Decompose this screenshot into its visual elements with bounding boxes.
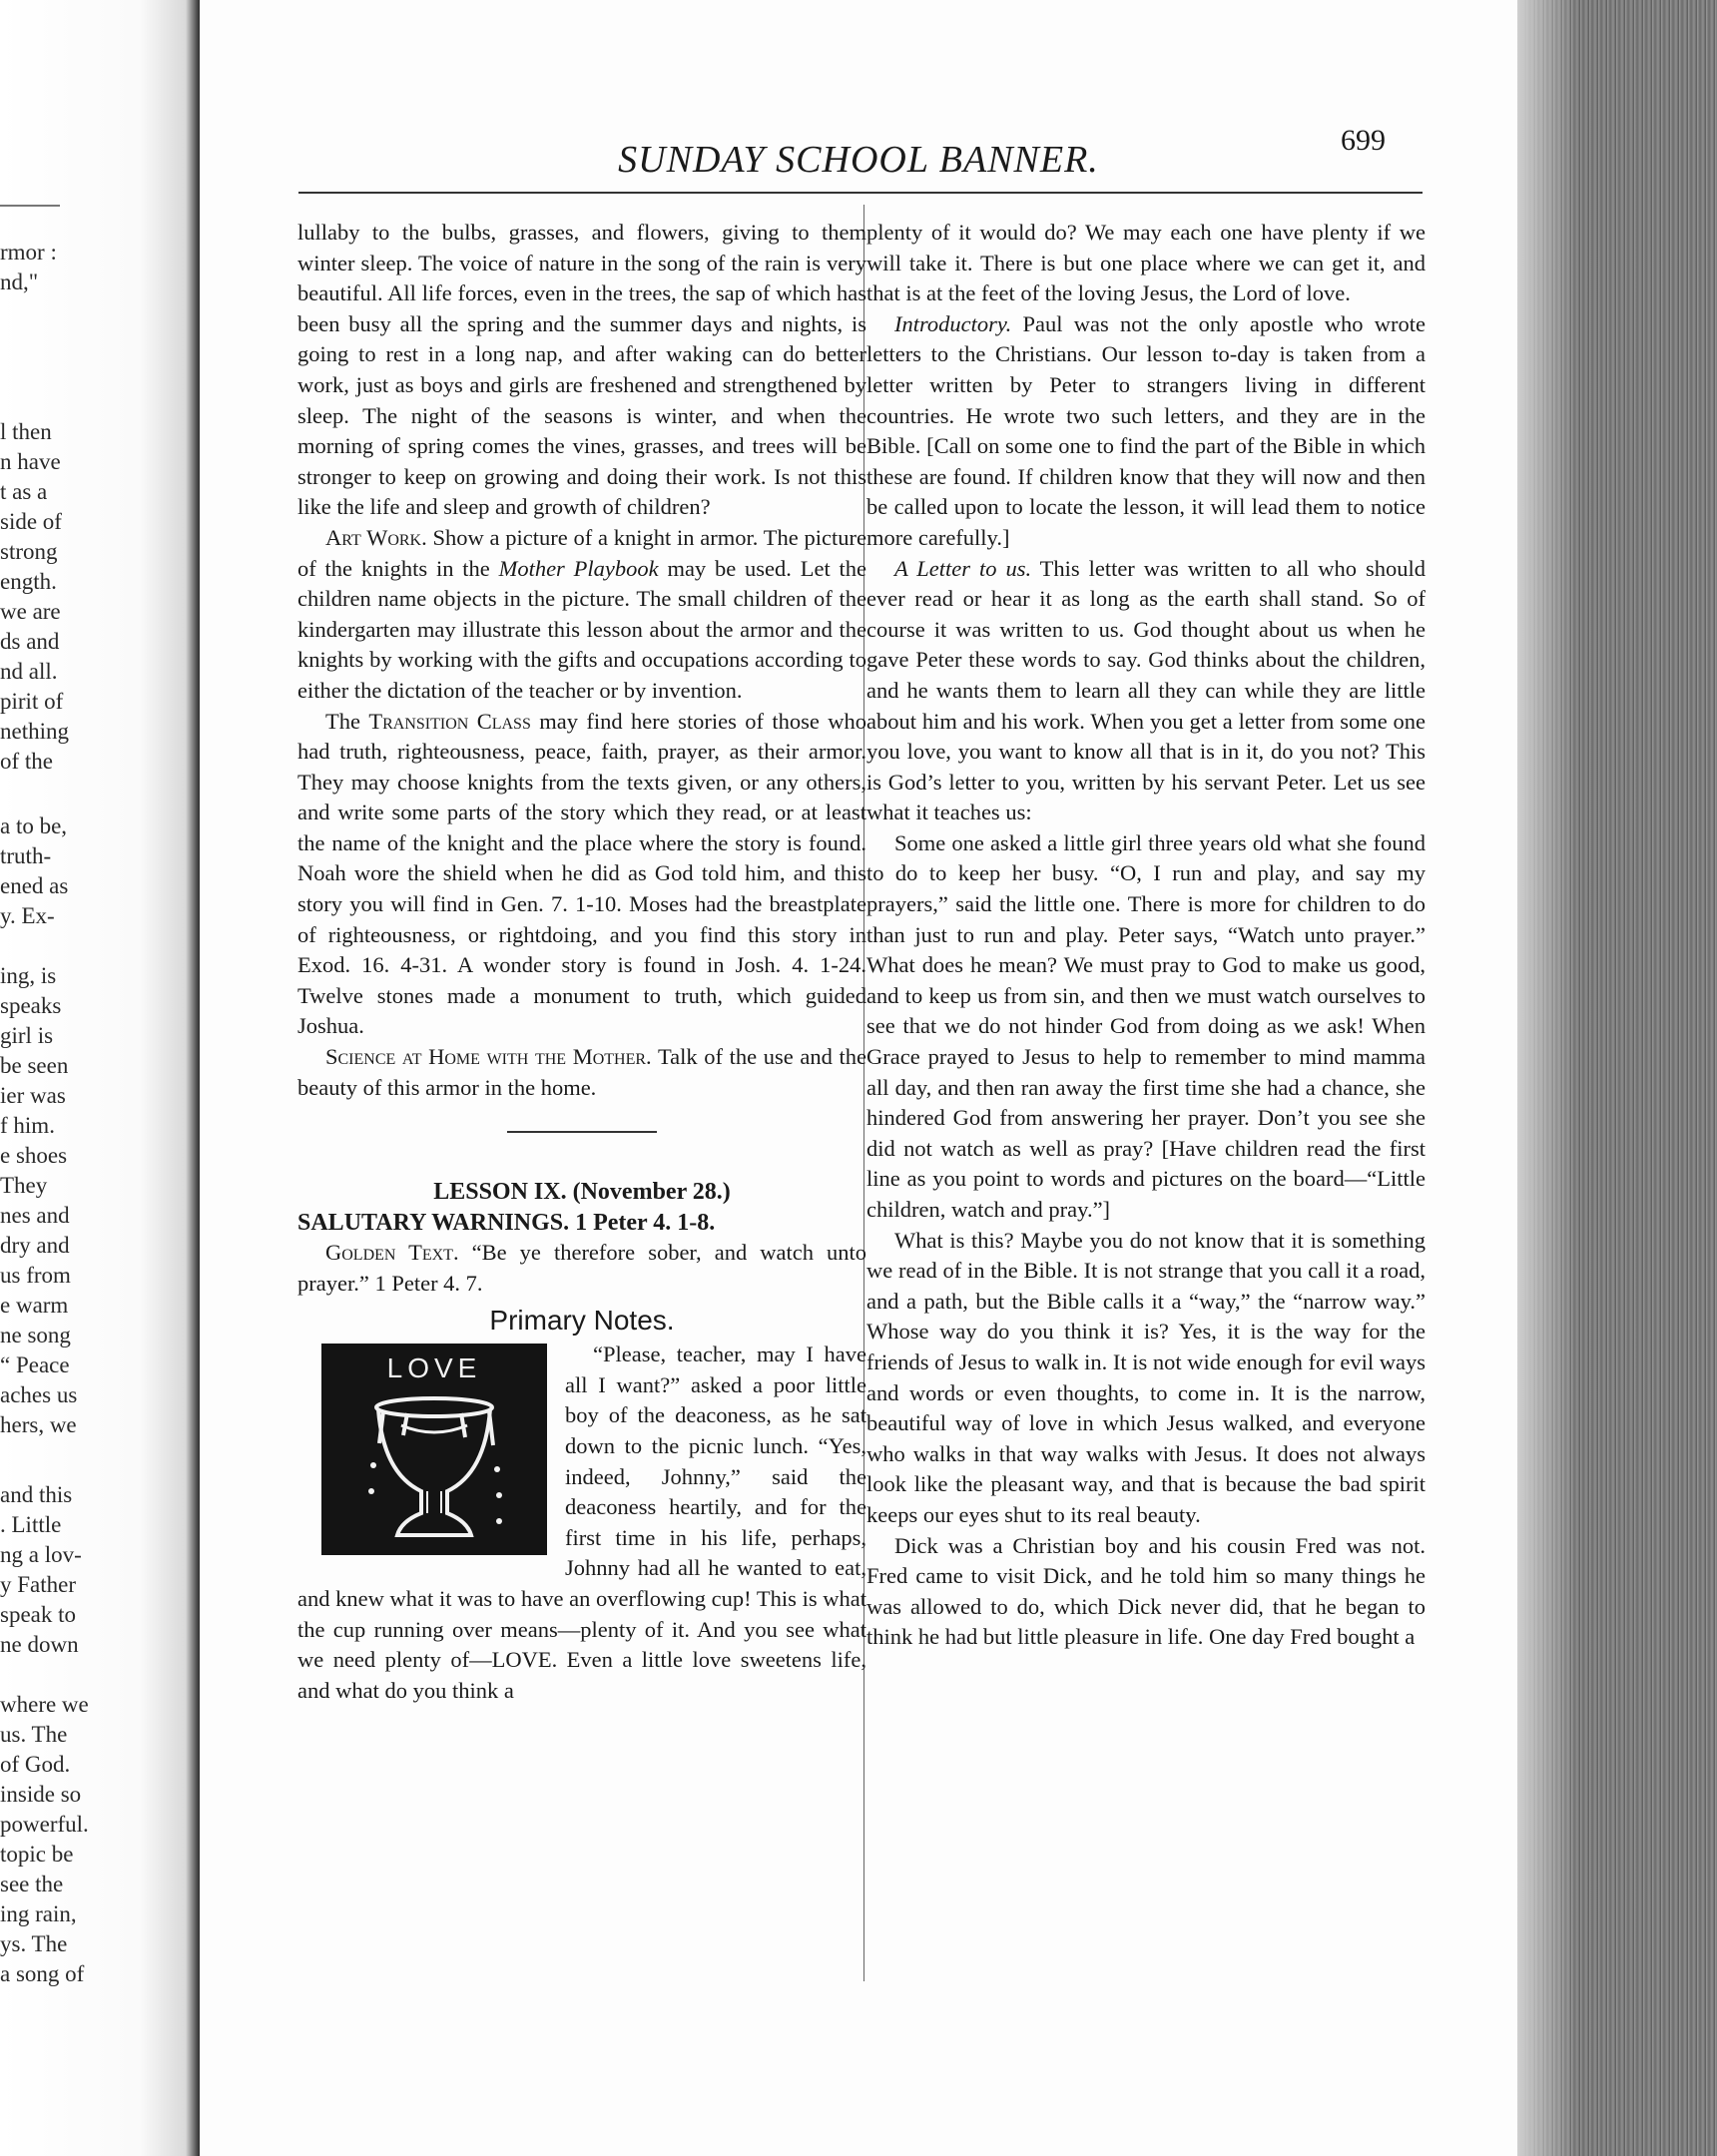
paragraph-transition-class: [297, 707, 866, 1043]
facing-page-line: ne down: [0, 1632, 79, 1657]
facing-page-line: e warm: [0, 1293, 69, 1318]
facing-page-line: dry and: [0, 1233, 70, 1258]
paragraph-lullaby: lullaby to the bulbs, grasses, and flowers, giving to them winter sleep. The voice of nature in the song of the rain is very beautiful. All life forces, even in the trees, the sap of which has been busy all the spring and the summer days and nights, is going to rest in a long nap, and after waking can do better work, just as boys and girls are freshened and strengthened by sleep. The night of the seasons is winter, and when the morning of spring comes the vines, grasses, and trees will be stronger to keep on growing and doing their work. Is not this like the life and sleep and growth of children?: [297, 220, 866, 520]
facing-page-line: pirit of: [0, 689, 64, 714]
art-work-text-a: Show a picture of a knight in armor. The picture of the knights in the: [297, 524, 866, 581]
facing-page-line: ened as: [0, 873, 69, 898]
paragraph-some-one: Some one asked a little girl three years old what she found to do to keep her busy. “O, I run and play, and say my prayers,” said the little one. There is more for children to do than just to run and play. Peter says, “Watch unto prayer.” What does he mean? We must pray to God to make us good, and to keep us from sin, and then we must watch ourselves to see that we do not hinder God from doing as we ask! When Grace prayed to Jesus to help to remember to mind mamma all day, and then ran away the first time she had a chance, she hindered God from answering her prayer. Don’t you see she did not watch as well as pray? [Have children read the first line as you point to words and pictures on the board—“Little children, watch and pray.”]: [866, 829, 1426, 1222]
lesson-title: SALUTARY WARNINGS. 1 Peter 4. 1-8.: [297, 1209, 716, 1236]
golden-text-verse: “Be ye therefore sober, and watch unto prayer.” 1 Peter 4. 7.: [297, 1240, 867, 1296]
facing-page-line: topic be: [0, 1842, 74, 1867]
facing-page-line: They: [0, 1173, 48, 1198]
paragraph-plenty: plenty of it would do? We may each one have plenty if we will take it. There is but one place where we can get it, and that is at the feet of the loving Jesus, the Lord of love.: [866, 220, 1426, 306]
facing-page-line: nd all.: [0, 659, 58, 684]
running-head: SUNDAY SCHOOL BANNER.: [618, 139, 1099, 181]
facing-page-line: ing rain,: [0, 1901, 77, 1926]
facing-page-line: a song of: [0, 1961, 85, 1986]
facing-page-line: we are: [0, 599, 61, 624]
paragraph-what-is-this: What is this? Maybe you do not know that it is something we read of in the Bible. It is not strange that you call it a road, and a path, but the Bible calls it a “way,” the “narrow way.” Whose way do you think it is? Yes, it is the way for the friends of Jesus to walk in. It is not wide enough for evil ways and words or even thoughts, to come in. It is the narrow, beautiful way of love in which Jesus walked, and everyone who walks in that way walks with Jesus. It does not always look like the pleasant way, and that is because the bad spirit keeps our eyes shut to its real beauty.: [866, 1227, 1426, 1527]
science-text: Talk of the use and the beauty of this armor in the home.: [297, 1044, 867, 1100]
facing-page-line: speak to: [0, 1602, 77, 1627]
art-work-book-title: Mother Playbook: [498, 555, 659, 581]
facing-page-line: side of: [0, 509, 62, 534]
golden-text-label: Golden Text.: [325, 1240, 459, 1266]
paragraph-introductory: [866, 309, 1426, 554]
lesson-heading: LESSON IX. (November 28.): [433, 1179, 731, 1206]
facing-page-line: aches us: [0, 1382, 78, 1407]
transition-label: Transition Class: [368, 708, 531, 734]
facing-page-line: truth-: [0, 843, 52, 868]
facing-page-line: inside so: [0, 1782, 82, 1807]
facing-page-line: girl is: [0, 1023, 54, 1048]
facing-page-line: ing, is: [0, 963, 57, 988]
golden-text: [297, 1238, 866, 1299]
art-work-label: Art Work.: [325, 524, 427, 550]
facing-page-line: . Little: [0, 1512, 62, 1537]
facing-page-line: “ Peace: [0, 1352, 70, 1377]
love-label: LOVE: [386, 1352, 482, 1384]
facing-page-line: and this: [0, 1482, 73, 1507]
facing-page-line: powerful.: [0, 1812, 89, 1837]
facing-page-line: n have: [0, 449, 61, 474]
transition-text-a: The: [325, 708, 360, 734]
facing-page-line: be seen: [0, 1053, 69, 1078]
facing-page-line: ier was: [0, 1083, 66, 1108]
facing-page-line: ne song: [0, 1323, 71, 1348]
facing-page-line: l then: [0, 419, 52, 444]
overflowing-cup-icon: [361, 1395, 507, 1545]
facing-page-line: e shoes: [0, 1143, 68, 1168]
facing-page-line: ng a lov-: [0, 1542, 82, 1567]
letter-text: This letter was written to all who should ever read or hear it as long as the earth shall stand. So of course it was written to us. God thought about us when he gave Peter these words to say. God thinks about the children, and he wants them to learn all they can while they are little about him and his work. When you get a letter from some one you love, you want to know all that is in it, do you not? This is God’s letter to you, written by his servant Peter. Let us see what it teaches us:: [866, 555, 1426, 825]
book-page-edges: [1517, 0, 1717, 2156]
letter-label: A Letter to us.: [894, 555, 1032, 581]
facing-page-line: ys. The: [0, 1931, 68, 1956]
facing-page-line: f him.: [0, 1113, 55, 1138]
facing-page-line: see the: [0, 1872, 64, 1896]
right-column: [866, 218, 1426, 1653]
love-cup-illustration: [321, 1344, 547, 1555]
introductory-label: Introductory.: [894, 310, 1012, 336]
facing-page-line: a to be,: [0, 813, 68, 838]
facing-page-line: strong: [0, 539, 58, 564]
facing-page-line: nes and: [0, 1203, 70, 1228]
paragraph-please-teacher: “Please, teacher, may I have all I want?” asked a poor little boy of the deaconess, as he sat down to the picnic lunch. “Yes, indeed, Johnny,” said the deaconess heartily, and for the first time in his life, perhaps, Johnny had all he wanted to eat, and knew what it was to have an overflowing cup! This is what the cup running over means—plenty of it. And you see what we need plenty of—LOVE. Even a little love sweetens life, and what do you think a: [297, 1342, 866, 1703]
primary-notes-heading: Primary Notes.: [489, 1304, 675, 1336]
facing-page-line: ds and: [0, 629, 60, 654]
introductory-text: Paul was not the only apostle who wrote letters to the Christians. Our lesson to-day is taken from a letter written by Peter to strangers living in different countries. He wrote two such letters, and they are in the Bible. [Call on some one to find the part of the Bible in which these are found. If children know that they will now and then be called upon to locate the lesson, it will lead them to notice more carefully.]: [866, 310, 1427, 550]
paragraph-science: [297, 1042, 866, 1103]
facing-page-line: hers, we: [0, 1412, 77, 1437]
facing-page-line: of God.: [0, 1752, 71, 1777]
art-work-text-b: may be used. Let the children name objects in the picture. The small children of the kindergarten may illustrate this lesson about the armor and the knights by working with the gifts and occupations according to either the dictation of the teacher or by invention.: [297, 555, 867, 703]
facing-page-line: speaks: [0, 993, 62, 1018]
facing-page-line: us from: [0, 1263, 71, 1288]
facing-page-line: y. Ex-: [0, 903, 55, 928]
facing-page-line: y Father: [0, 1572, 77, 1597]
paragraph-art-work: [297, 523, 866, 707]
facing-page-line: nething: [0, 719, 69, 744]
paragraph-dick-fred: Dick was a Christian boy and his cousin Fred was not. Fred came to visit Dick, and he told him so many things he was allowed to do, which Dick never did, that he began to think he had but little pleasure in life. One day Fred bought a: [866, 1532, 1426, 1650]
facing-page-edge: [0, 0, 200, 2156]
left-column: [297, 218, 866, 1706]
facing-page-line: us. The: [0, 1722, 68, 1747]
facing-page-line: where we: [0, 1692, 89, 1717]
facing-page-line: ength.: [0, 569, 57, 594]
section-divider: [507, 1131, 657, 1133]
science-label: Science at Home with the Mother.: [325, 1044, 652, 1070]
facing-page-text: [0, 0, 200, 2156]
facing-page-line: t as a: [0, 479, 48, 504]
paragraph-letter: [866, 554, 1426, 828]
facing-page-line: nd,": [0, 270, 39, 294]
page-number: 699: [1341, 124, 1386, 157]
transition-text-b: may find here stories of those who had truth, righteousness, peace, faith, prayer, as their armor. They may choose knights from the texts given, or any others, and write some parts of the story which they read, or at least the name of the knight and the place where the story is found. Noah wore the shield when he did as God told him, and this story you will find in Gen. 7. 1-10. Moses had the breastplate of righteousness, or rightdoing, and you find this story in Exod. 16. 4-31. A wonder story is found in Josh. 4. 1-24. Twelve stones made a monument to truth, which guided Joshua.: [297, 708, 866, 1039]
facing-page-line: rmor :: [0, 240, 57, 265]
header-rule: [298, 192, 1423, 194]
facing-page-line: of the: [0, 749, 54, 774]
